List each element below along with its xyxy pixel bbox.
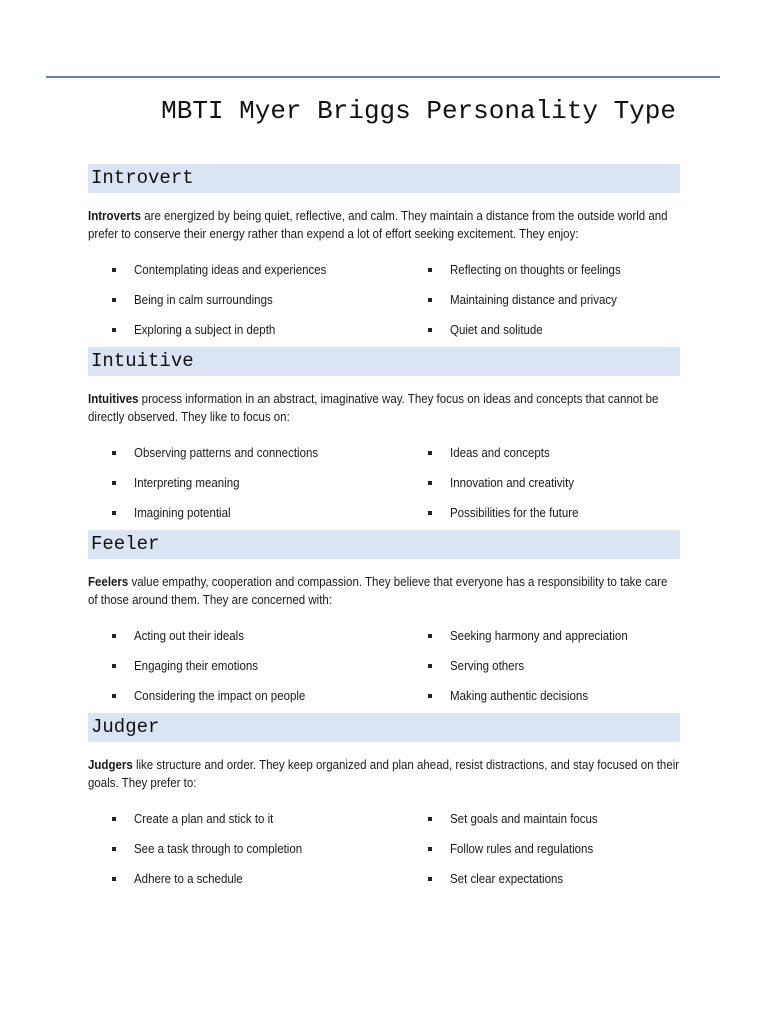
list-item-text: Quiet and solitude (450, 323, 543, 337)
list-item (112, 834, 317, 864)
list-item-text: Interpreting meaning (134, 476, 240, 490)
bullet-column-left (112, 438, 334, 528)
list-item (428, 834, 611, 864)
list-item-text: Engaging their emotions (134, 659, 259, 673)
list-item (112, 621, 320, 651)
list-item (112, 468, 334, 498)
bullet-columns (88, 621, 680, 717)
section-intuitive (88, 347, 680, 534)
list-item-text: Observing patterns and connections (134, 446, 319, 460)
bullet-columns (88, 804, 680, 900)
bullet-columns (88, 438, 680, 534)
section-lead: Intuitives (88, 392, 139, 406)
section-description-text: like structure and order. They keep organized and plan ahead, resist distractions, and stay focused on their goals. They prefer to: (88, 758, 680, 790)
list-item-text: Set clear expectations (450, 872, 564, 886)
section-lead: Introverts (88, 209, 142, 223)
list-item-text: Follow rules and regulations (450, 842, 594, 856)
bullet-icon (428, 694, 432, 698)
bullet-icon (428, 634, 432, 638)
bullet-icon (112, 634, 116, 638)
section-heading: Feeler (88, 530, 680, 559)
bullet-column-left (112, 621, 320, 711)
bullet-icon (112, 694, 116, 698)
bullet-column-right (428, 438, 590, 528)
bullet-icon (112, 451, 116, 455)
bullet-icon (112, 877, 116, 881)
section-feeler (88, 530, 680, 717)
list-item (428, 681, 643, 711)
list-item-text: Serving others (450, 659, 525, 673)
list-item (112, 255, 343, 285)
list-item-text: Create a plan and stick to it (134, 812, 274, 826)
list-item-text: Maintaining distance and privacy (450, 293, 617, 307)
bullet-icon (428, 268, 432, 272)
bullet-icon (428, 328, 432, 332)
list-item (112, 651, 320, 681)
list-item (112, 315, 343, 345)
bullet-icon (428, 847, 432, 851)
bullet-icon (112, 328, 116, 332)
list-item-text: Making authentic decisions (450, 689, 589, 703)
section-description-text: value empathy, cooperation and compassion. They believe that everyone has a responsibility to take care of those around them. They are concerned with: (88, 575, 668, 607)
section-description (88, 390, 680, 426)
list-item (428, 621, 643, 651)
list-item (112, 681, 320, 711)
list-item-text: Adhere to a schedule (134, 872, 243, 886)
bullet-icon (428, 511, 432, 515)
bullet-column-right (428, 255, 636, 345)
list-item (428, 255, 636, 285)
list-item (428, 864, 611, 894)
bullet-icon (112, 298, 116, 302)
bullet-icon (112, 664, 116, 668)
section-judger (88, 713, 680, 900)
list-item-text: Possibilities for the future (450, 506, 579, 520)
list-item (112, 864, 317, 894)
list-item (428, 804, 611, 834)
list-item-text: Imagining potential (134, 506, 231, 520)
list-item-text: Acting out their ideals (134, 629, 244, 643)
bullet-icon (428, 817, 432, 821)
section-description-text: are energized by being quiet, reflective, and calm. They maintain a distance from the outside world and prefer to conserve their energy rather than expend a lot of effort seeking excitement. They enjoy: (88, 209, 668, 241)
list-item-text: Being in calm surroundings (134, 293, 273, 307)
list-item-text: Reflecting on thoughts or feelings (450, 263, 621, 277)
section-heading: Judger (88, 713, 680, 742)
section-description (88, 207, 680, 243)
section-lead: Feelers (88, 575, 129, 589)
bullet-column-left (112, 255, 343, 345)
bullet-icon (112, 481, 116, 485)
list-item-text: Seeking harmony and appreciation (450, 629, 628, 643)
bullet-icon (112, 511, 116, 515)
list-item (428, 498, 590, 528)
bullet-icon (112, 847, 116, 851)
section-heading: Intuitive (88, 347, 680, 376)
list-item-text: Set goals and maintain focus (450, 812, 598, 826)
list-item-text: Innovation and creativity (450, 476, 575, 490)
list-item-text: Contemplating ideas and experiences (134, 263, 327, 277)
bullet-columns (88, 255, 680, 351)
bullet-icon (112, 268, 116, 272)
bullet-column-right (428, 621, 643, 711)
section-description-text: process information in an abstract, imaginative way. They focus on ideas and concepts that cannot be directly observed. They like to focus on: (88, 392, 659, 424)
list-item (112, 498, 334, 528)
section-lead: Judgers (88, 758, 133, 772)
list-item-text: Considering the impact on people (134, 689, 306, 703)
list-item-text: See a task through to completion (134, 842, 303, 856)
list-item (428, 315, 636, 345)
bullet-icon (428, 481, 432, 485)
list-item (112, 285, 343, 315)
section-description (88, 573, 680, 609)
list-item (428, 468, 590, 498)
bullet-icon (428, 664, 432, 668)
list-item (428, 285, 636, 315)
bullet-icon (112, 817, 116, 821)
document-title: MBTI Myer Briggs Personality Type (161, 96, 676, 126)
list-item (112, 804, 317, 834)
list-item-text: Ideas and concepts (450, 446, 550, 460)
list-item (428, 438, 590, 468)
bullet-column-right (428, 804, 611, 894)
bullet-icon (428, 451, 432, 455)
list-item (112, 438, 334, 468)
section-introvert (88, 164, 680, 351)
section-heading: Introvert (88, 164, 680, 193)
top-rule (46, 76, 720, 78)
bullet-icon (428, 298, 432, 302)
list-item (428, 651, 643, 681)
bullet-column-left (112, 804, 317, 894)
section-description (88, 756, 680, 792)
list-item-text: Exploring a subject in depth (134, 323, 276, 337)
bullet-icon (428, 877, 432, 881)
